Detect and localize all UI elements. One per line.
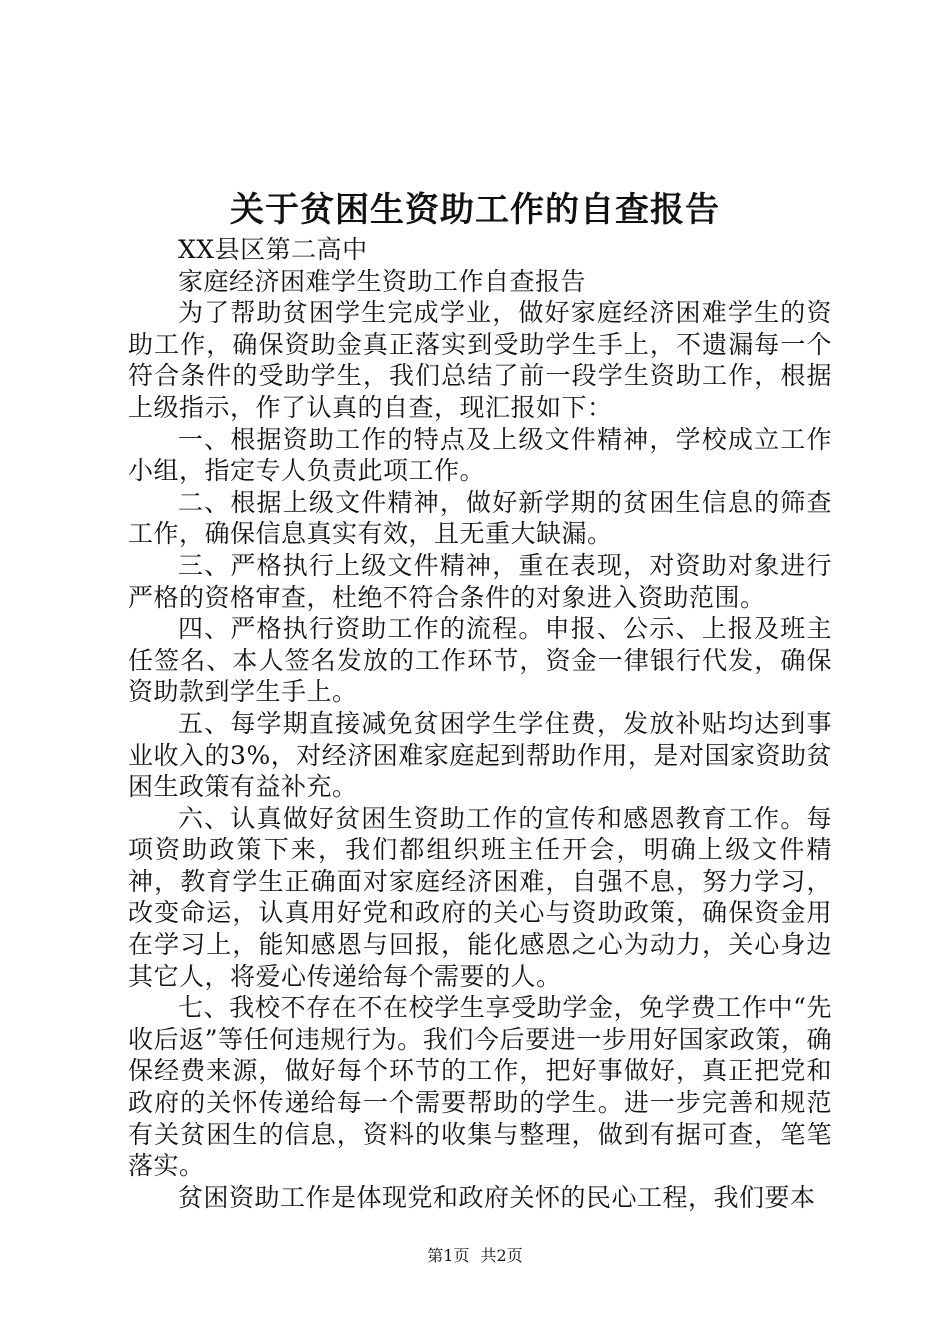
item-paragraph-3: 三、严格执行上级文件精神，重在表现，对资助对象进行严格的资格审查，杜绝不符合条件的对象进入资助范围。	[128, 550, 832, 612]
closing-paragraph: 贫困资助工作是体现党和政府关怀的民心工程，我们要本	[178, 1182, 816, 1212]
item-paragraph-7: 七、我校不存在不在校学生享受助学金，免学费工作中“先收后返”等任何违规行为。我们今后要进一步用好国家政策，确保经费来源，做好每个环节的工作，把好事做好，真正把党和政府的关怀传递给每一个需要帮助的学生。进一步完善和规范有关贫困生的信息，资料的收集与整理，做到有据可查，笔笔落实。	[128, 993, 832, 1181]
item-paragraph-4: 四、严格执行资助工作的流程。申报、公示、上报及班主任签名、本人签名发放的工作环节，资金一律银行代发，确保资助款到学生手上。	[128, 614, 832, 707]
page-total: 共2页	[480, 1246, 523, 1265]
page-number: 第1页	[427, 1246, 470, 1265]
item-paragraph-6: 六、认真做好贫困生资助工作的宣传和感恩教育工作。每项资助政策下来，我们都组织班主任开会，明确上级文件精神，教育学生正确面对家庭经济困难，自强不息，努力学习，改变命运，认真用好党和政府的关心与资助政策，确保资金用在学习上，能知感恩与回报，能化感恩之心为动力，关心身边其它人，将爱心传递给每个需要的人。	[128, 803, 832, 991]
document-body	[128, 234, 832, 1213]
item-paragraph-1: 一、根据资助工作的特点及上级文件精神，学校成立工作小组，指定专人负责此项工作。	[128, 424, 832, 486]
item-paragraph-2: 二、根据上级文件精神，做好新学期的贫困生信息的筛查工作，确保信息真实有效，且无重大缺漏。	[128, 487, 832, 549]
report-subtitle-line: 家庭经济困难学生资助工作自查报告	[178, 266, 587, 296]
school-name-line: XX县区第二高中	[178, 235, 368, 264]
item-paragraph-5: 五、每学期直接减免贫困学生学住费，发放补贴均达到事业收入的3%，对经济困难家庭起到帮助作用，是对国家资助贫困生政策有益补充。	[128, 708, 832, 802]
intro-paragraph: 为了帮助贫困学生完成学业，做好家庭经济困难学生的资助工作，确保资助金真正落实到受助学生手上，不遗漏每一个符合条件的受助学生，我们总结了前一段学生资助工作，根据上级指示，作了认真的自查，现汇报如下：	[128, 298, 832, 422]
document-title: 关于贫困生资助工作的自查报告	[230, 190, 720, 230]
page-footer	[0, 1245, 950, 1267]
